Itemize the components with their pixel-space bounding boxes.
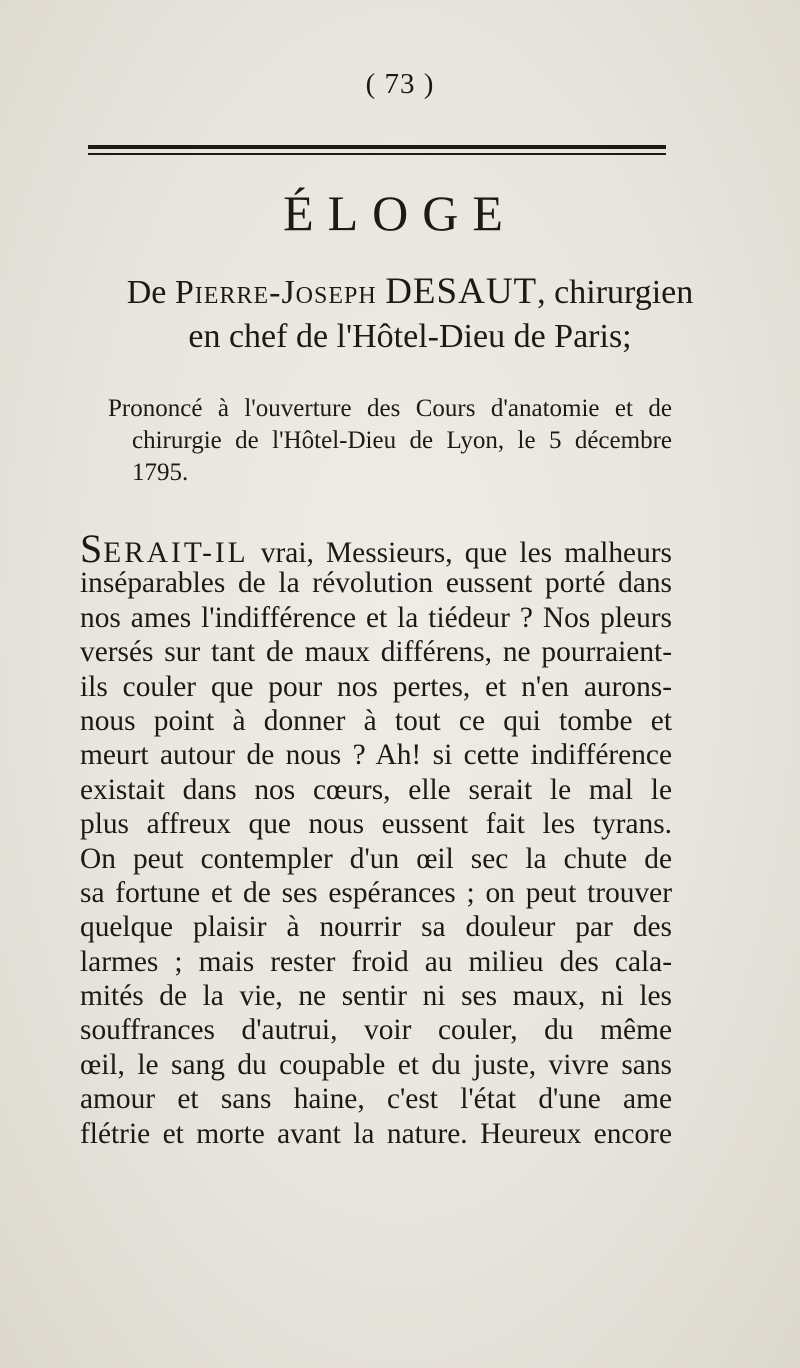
header-rule-thin [88, 153, 666, 155]
page-number: ( 73 ) [365, 68, 435, 100]
body-line: plus affreux que nous eussent fait les tyrans. [80, 808, 672, 841]
body-line: amour et sans haine, c'est l'état d'une ame [80, 1083, 672, 1116]
subtitle [60, 270, 760, 359]
subtitle-given-name: Pierre-Joseph [174, 274, 377, 311]
body-line: On peut contempler d'un œil sec la chute de [80, 842, 672, 875]
body-line: inséparables de la révolution eussent porté dans [80, 567, 672, 600]
body-line: meurt autour de nous ? Ah! si cette indifférence [80, 739, 672, 772]
page-title: ÉLOGE [283, 185, 517, 241]
subtitle-line1-rest: , chirurgien [537, 274, 694, 311]
subtitle-line2: en chef de l'Hôtel-Dieu de Paris; [188, 318, 632, 355]
drop-cap: S [80, 526, 104, 571]
subtitle-surname: DESAUT [385, 271, 538, 312]
subtitle-prefix: De [126, 274, 175, 311]
body-line-first [80, 526, 672, 571]
body-line: mités de la vie, ne sentir ni ses maux, ni les [80, 980, 672, 1013]
body-line: ils couler que pour nos pertes, et n'en aurons- [80, 670, 672, 703]
body-line: souffrances d'autrui, voir couler, du même [80, 1014, 672, 1047]
body-line: nos ames l'indifférence et la tiédeur ? Nos pleurs [80, 601, 672, 634]
body-line: vrai, Messieurs, que les malheurs [248, 537, 672, 569]
body-line: quelque plaisir à nourrir sa douleur par des [80, 911, 672, 944]
pronounced-note: Prononcé à l'ouverture des Cours d'anatomie et de chirurgie de l'Hôtel-Dieu de Lyon, le 5 décembre 1795. [108, 395, 672, 486]
body-line: versés sur tant de maux différens, ne pourraient- [80, 636, 672, 669]
body-text [80, 526, 672, 1151]
body-line: sa fortune et de ses espérances ; on peut trouver [80, 876, 672, 909]
header-rule-thick [88, 145, 666, 149]
body-line: existait dans nos cœurs, elle serait le mal le [80, 773, 672, 806]
body-line-last: flétrie et morte avant la nature. Heureux encore [80, 1117, 672, 1150]
body-line: larmes ; mais rester froid au milieu des cala- [80, 945, 672, 978]
body-line: œil, le sang du coupable et du juste, vivre sans [80, 1048, 672, 1081]
body-line: nous point à donner à tout ce qui tombe et [80, 704, 672, 737]
opening-caps: ERAIT-IL [103, 537, 249, 569]
